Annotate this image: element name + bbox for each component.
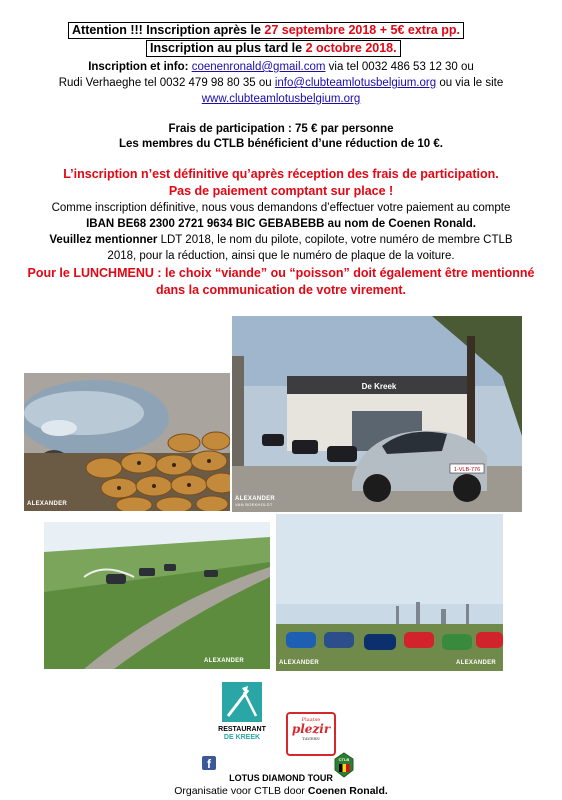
photo-dyke-art (44, 522, 270, 669)
definitive-notice: L’inscription n’est définitive qu’après réception des frais de participation. (63, 167, 499, 181)
lunchmenu-line-1: Pour le LUNCHMENU : le choix “viande” ou “poisson” doit également être mentionné (27, 266, 535, 280)
watermark (204, 658, 244, 664)
email-link-coenen[interactable]: coenenronald@gmail.com (191, 61, 326, 73)
restaurant-name-2: DE KREEK (223, 734, 261, 741)
photo-car-pastries (24, 373, 230, 511)
contact-line-3 (0, 92, 562, 106)
contact-suffix: ou via le site (436, 77, 504, 89)
watermark-name: ALEXANDER (279, 660, 320, 666)
watermark (456, 660, 496, 666)
plezir-logo (286, 712, 336, 756)
lunchmenu-line-2: dans la communication de votre virement. (155, 283, 407, 297)
payment-instruction: Comme inscription définitive, nous vous demandons d’effectuer votre paiement au compte (51, 202, 511, 214)
plezir-main-text: plezir (291, 722, 331, 736)
watermark-name: ALEXANDER (27, 501, 68, 507)
attention-banner (68, 22, 464, 39)
license-plate: 1-VLB-776 (453, 467, 481, 473)
event-title: LOTUS DIAMOND TOUR (229, 773, 333, 783)
attention-date: 27 septembre 2018 + 5€ extra pp. (264, 23, 460, 37)
iban-line: IBAN BE68 2300 2721 9634 BIC GEBABEBB au nom de Coenen Ronald. (86, 218, 476, 230)
restaurant-name-1: RESTAURANT (218, 726, 266, 733)
mention-line (0, 233, 562, 247)
fees-line: Frais de participation : 75 € par personne (168, 123, 394, 135)
building-sign: De Kreek (361, 382, 397, 391)
attention-text: Attention !!! Inscription après le (72, 23, 265, 37)
contact-phone-2: Rudi Verhaeghe tel 0032 479 98 80 35 ou (58, 77, 275, 89)
watermark-name: ALEXANDER (456, 660, 497, 666)
plezir-bottom-text: TAVERN (302, 736, 320, 741)
footer-name: Coenen Ronald. (307, 785, 388, 797)
photo-parking-art (276, 514, 503, 671)
website-link[interactable]: www.clubteamlotusbelgium.org (201, 93, 361, 105)
watermark (279, 660, 319, 666)
mention-text: LDT 2018, le nom du pilote, copilote, votre numéro de membre CTLB (157, 234, 513, 246)
watermark-sub: VAN BOEKHOLDT (235, 502, 273, 507)
photo-car-pastries-art (24, 373, 230, 511)
restaurant-logo (214, 682, 270, 752)
watermark-name: ALEXANDER (235, 496, 276, 502)
contact-label: Inscription et info: (88, 61, 192, 73)
photo-building-cars (232, 316, 522, 512)
mention-line-2: 2018, pour la réduction, ainsi que le numéro de plaque de la voiture. (107, 250, 455, 262)
contact-line-2 (0, 76, 562, 90)
contact-line-1 (0, 60, 562, 74)
watermark (27, 501, 67, 507)
member-discount-line: Les membres du CTLB bénéficient d’une réduction de 10 €. (119, 138, 443, 150)
photo-dyke-road (44, 522, 270, 669)
email-link-info[interactable]: info@clubteamlotusbelgium.org (274, 77, 437, 89)
facebook-icon[interactable]: f (202, 756, 216, 770)
photo-parked-cars (276, 514, 503, 671)
restaurant-logo-icon (214, 682, 270, 730)
watermark (235, 496, 275, 508)
no-cash-notice: Pas de paiement comptant sur place ! (168, 184, 394, 198)
deadline-date: 2 octobre 2018. (305, 41, 397, 55)
contact-phone-1: via tel 0032 486 53 12 30 ou (325, 61, 474, 73)
deadline-banner (146, 40, 401, 57)
footer-prefix: Organisatie voor CTLB door (174, 785, 308, 797)
deadline-text: Inscription au plus tard le (150, 41, 306, 55)
photo-building-art (232, 316, 522, 512)
ctlb-badge-text: CTLB (338, 757, 350, 762)
plezir-top-text: Plaatse (301, 717, 321, 723)
watermark-name: ALEXANDER (204, 658, 245, 664)
footer-line (0, 785, 562, 797)
mention-label: Veuillez mentionner (49, 234, 158, 246)
